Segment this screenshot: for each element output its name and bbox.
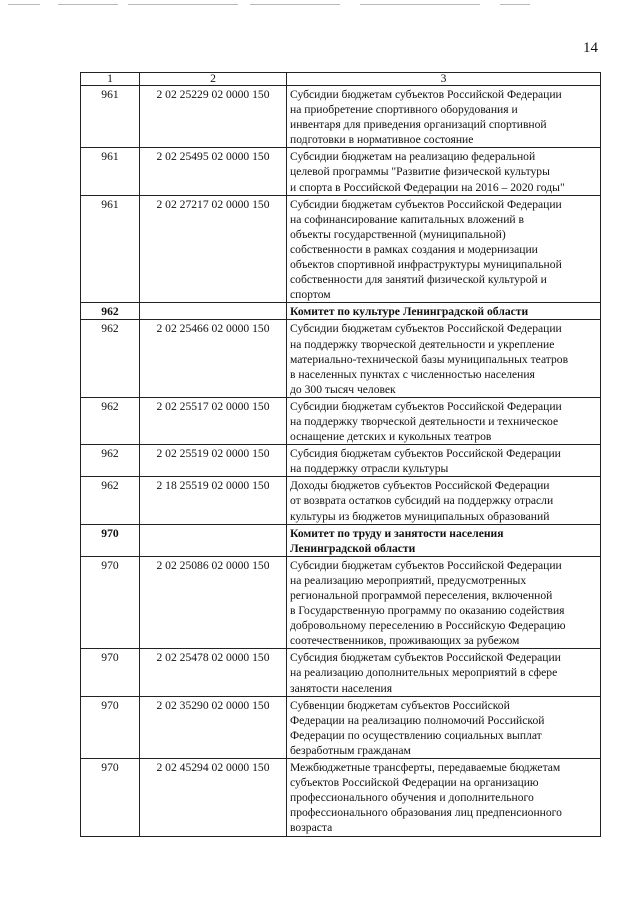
admin-code-text: 962 [101,447,119,461]
income-description-cell [287,759,601,836]
page-number: 14 [583,40,598,56]
budget-classification-code-cell [140,320,287,397]
income-description-text: Субсидии бюджетам на реализацию федеральной целевой программы "Развитие физической культуры и спорта в Российской Федерации на 2016 – 2020 годы" [290,150,565,194]
income-description-text: Субсидии бюджетам субъектов Российской Федерации на поддержку творческой деятельности и техническое оснащение детских и кукольных театров [290,399,562,444]
budget-classification-code-cell [140,195,287,303]
budget-classification-code-cell [140,86,287,148]
budget-classification-code-cell [140,477,287,524]
scan-artifact-line [128,4,238,5]
income-description-text: Доходы бюджетов субъектов Российской Федерации от возврата остатков субсидий на поддержку отрасли культуры из бюджетов муниципальных образований [290,479,554,523]
admin-code-cell [81,397,140,444]
admin-code-text: 970 [101,698,119,712]
admin-code-cell [81,320,140,397]
admin-code-text: 961 [101,88,119,101]
budget-classification-code-text: 2 02 25086 02 0000 150 [156,558,270,572]
admin-code-text: 970 [101,651,119,665]
table-row [81,556,601,649]
scan-artifact-line [500,4,530,5]
table-body [81,73,601,837]
admin-code-cell [81,649,140,696]
budget-classification-code-cell [140,397,287,444]
income-description-text: Субсидии бюджетам субъектов Российской Федерации на поддержку творческой деятельности и укрепление материально-технической базы муниципальных театров в населенных пунктах с численностью населения до 300 тысяч человек [290,322,569,396]
income-description-text: Субсидии бюджетам субъектов Российской Федерации на реализацию мероприятий, предусмотренных региональной программой переселения, включенной в Государственную программу по оказанию содействия добровольному переселению в Российскую Федерацию соотечественников, проживающих за рубежом [290,558,566,648]
income-description-cell [287,397,601,444]
admin-code-cell [81,696,140,758]
section-header-row [81,524,601,556]
table-row [81,195,601,303]
income-description-cell [287,556,601,649]
table-row [81,445,601,477]
income-description-cell [287,320,601,397]
table-row [81,759,601,836]
budget-classification-code-text: 2 18 25519 02 0000 150 [156,479,270,493]
income-description-text: Комитет по труду и занятости населения Ленинградской области [290,526,504,555]
admin-code-cell [81,556,140,649]
admin-code-cell [81,759,140,836]
budget-classification-code-text: 2 02 25466 02 0000 150 [156,322,270,336]
income-description-cell [287,524,601,556]
column-header-3: 3 [287,73,601,86]
income-description-text: Межбюджетные трансферты, передаваемые бюджетам субъектов Российской Федерации на организацию профессионального обучения и дополнительного профессионального образования лиц предпенсионного возраста [290,761,562,835]
income-description-text: Комитет по культуре Ленинградской области [290,305,529,319]
table-row [81,320,601,397]
budget-classification-code-cell [140,556,287,649]
income-description-cell [287,86,601,148]
admin-code-text: 962 [101,322,119,336]
admin-code-text: 962 [101,399,119,413]
scan-artifact-line [360,4,480,5]
income-description-cell [287,148,601,195]
scan-artifact-line [58,4,118,5]
budget-code-table [80,72,601,837]
table-header-row [81,73,601,86]
budget-classification-code-text: 2 02 25478 02 0000 150 [156,651,270,665]
budget-classification-code-cell [140,445,287,477]
income-description-text: Субсидия бюджетам субъектов Российской Федерации на реализацию дополнительных мероприятий в сфере занятости населения [290,651,561,695]
income-description-text: Субсидия бюджетам субъектов Российской Федерации на поддержку отрасли культуры [290,447,561,476]
admin-code-cell [81,445,140,477]
budget-classification-code-cell [140,303,287,320]
admin-code-cell [81,477,140,524]
scan-artifact-line [8,4,40,5]
budget-classification-code-text: 2 02 25495 02 0000 150 [156,150,270,164]
budget-classification-code-text: 2 02 35290 02 0000 150 [156,698,270,712]
budget-classification-code-cell [140,649,287,696]
admin-code-cell [81,195,140,303]
table-row [81,649,601,696]
admin-code-text: 962 [101,305,119,319]
budget-classification-code-text: 2 02 45294 02 0000 150 [156,761,270,775]
table-row [81,397,601,444]
admin-code-text: 961 [101,197,119,211]
budget-classification-code-text: 2 02 25519 02 0000 150 [156,447,270,461]
admin-code-text: 962 [101,479,119,493]
income-description-text: Субсидии бюджетам субъектов Российской Федерации на приобретение спортивного оборудования и инвентаря для приведения организаций спортивной подготовки в нормативное состояние [290,88,562,147]
income-description-text: Субвенции бюджетам субъектов Российской Федерации на реализацию полномочий Российской Федерации по осуществлению социальных выплат безработным гражданам [290,698,545,757]
admin-code-text: 970 [101,558,119,572]
table-row [81,86,601,148]
admin-code-cell [81,148,140,195]
scan-artifact-line [250,4,340,5]
income-description-cell [287,195,601,303]
income-description-cell [287,649,601,696]
section-header-row [81,303,601,320]
admin-code-text: 970 [101,526,119,540]
admin-code-text: 961 [101,150,119,164]
admin-code-text: 970 [101,761,119,775]
table-row [81,148,601,195]
admin-code-cell [81,86,140,148]
budget-classification-code-text: 2 02 27217 02 0000 150 [156,197,270,211]
budget-classification-code-text: 2 02 25517 02 0000 150 [156,399,270,413]
column-header-1: 1 [81,73,140,86]
column-header-2: 2 [140,73,287,86]
budget-classification-code-cell [140,696,287,758]
income-description-cell [287,445,601,477]
table-row [81,696,601,758]
income-description-text: Субсидии бюджетам субъектов Российской Федерации на софинансирование капитальных вложений в объекты государственной (муниципальной) собственности в рамках создания и модернизации объектов спортивной инфраструктуры муниципальной собственности для занятий физической культурой и спортом [290,197,562,302]
income-description-cell [287,696,601,758]
budget-classification-code-cell [140,524,287,556]
table-row [81,477,601,524]
income-description-cell [287,303,601,320]
budget-classification-code-text: 2 02 25229 02 0000 150 [156,88,270,101]
income-description-cell [287,477,601,524]
budget-classification-code-cell [140,148,287,195]
admin-code-cell [81,303,140,320]
admin-code-cell [81,524,140,556]
budget-classification-code-cell [140,759,287,836]
